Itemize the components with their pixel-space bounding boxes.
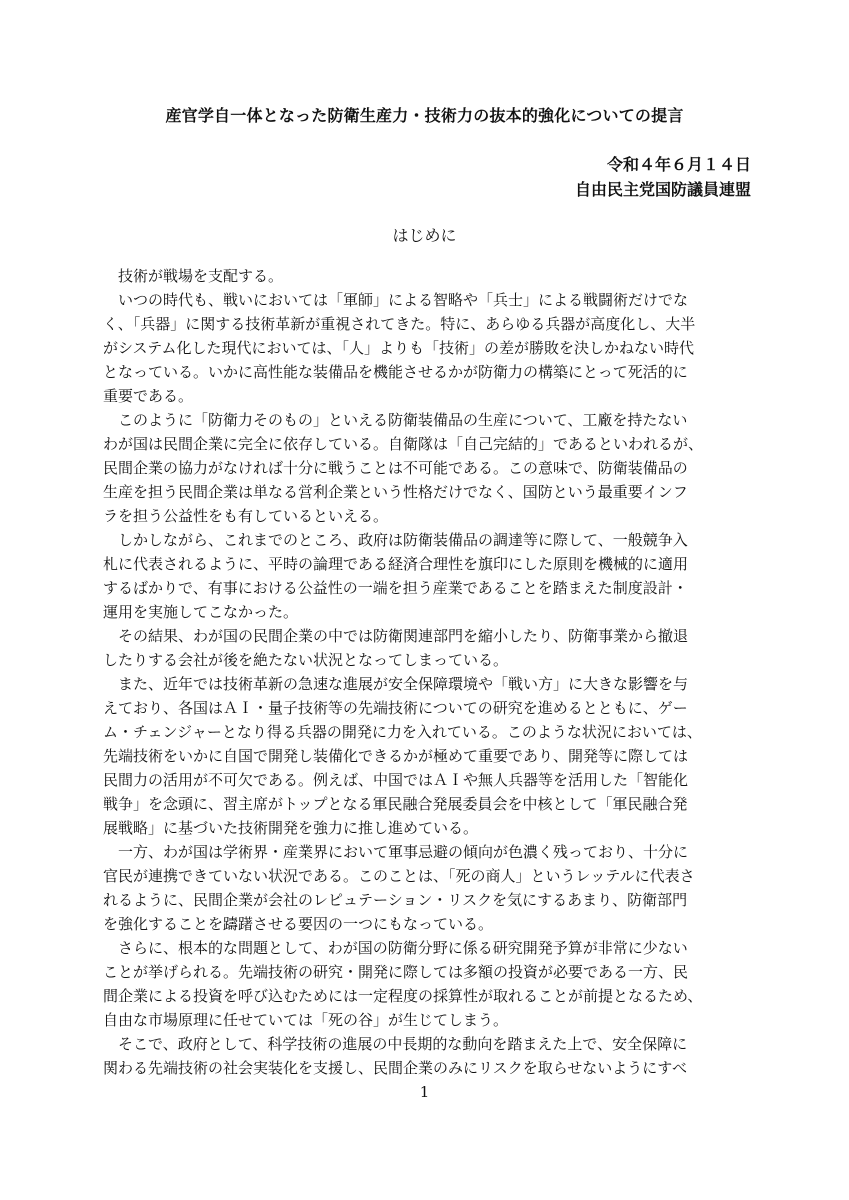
document-date: 令和４年６月１４日 — [606, 155, 751, 174]
body-line: えており、各国はＡＩ・量子技術等の先端技術についての研究を進めるとともに、ゲー — [103, 699, 688, 717]
body-text — [103, 264, 763, 1080]
body-line: れるように、民間企業が会社のレピュテーション・リスクを気にするあまり、防衛部門 — [103, 891, 688, 909]
page-number: 1 — [419, 1083, 430, 1101]
body-line: 民間企業の協力がなければ十分に戦うことは不可能である。この意味で、防衛装備品の — [103, 459, 688, 477]
body-line: このように「防衛力そのもの」といえる防衛装備品の生産について、工廠を持たない — [103, 411, 688, 429]
body-line: がシステム化した現代においては、「人」よりも「技術」の差が勝敗を決しかねない時代 — [103, 339, 695, 357]
body-line: そこで、政府として、科学技術の進展の中長期的な動向を踏まえた上で、安全保障に — [103, 1035, 688, 1053]
body-line: 展戦略」に基づいた技術開発を強力に推し進めている。 — [103, 819, 479, 837]
body-line: 官民が連携できていない状況である。このことは、「死の商人」というレッテルに代表さ — [103, 867, 695, 885]
body-line: を強化することを躊躇させる要因の一つにもなっている。 — [103, 915, 494, 933]
body-line: するばかりで、有事における公益性の一端を担う産業であることを踏まえた制度設計・ — [103, 579, 688, 597]
body-line: 間企業による投資を呼び込むためには一定程度の採算性が取れることが前提となるため、 — [103, 987, 703, 1005]
document-author: 自由民主党国防議員連盟 — [574, 180, 751, 199]
body-line: ことが挙げられる。先端技術の研究・開発に際しては多額の投資が必要である一方、民 — [103, 963, 689, 981]
body-line: ム・チェンジャーとなり得る兵器の開発に力を入れている。このような状況においては、 — [103, 723, 702, 741]
body-line: したりする会社が後を絶たない状況となってしまっている。 — [103, 651, 509, 669]
body-line: しかしながら、これまでのところ、政府は防衛装備品の調達等に際して、一般競争入 — [103, 531, 688, 549]
body-line: 戦争」を念頭に、習主席がトップとなる軍民融合発展委員会を中核として「軍民融合発 — [103, 795, 688, 813]
body-line: 技術が戦場を支配する。 — [103, 267, 284, 285]
body-line: 札に代表されるように、平時の論理である経済合理性を旗印にした原則を機械的に適用 — [103, 555, 689, 573]
body-line: わが国は民間企業に完全に依存している。自衛隊は「自己完結的」であるといわれるが、 — [103, 435, 704, 453]
body-line: となっている。いかに高性能な装備品を機能させるかが防衛力の構築にとって死活的に — [103, 363, 688, 381]
body-line: いつの時代も、戦いにおいては「軍師」による智略や「兵士」による戦闘術だけでな — [103, 291, 689, 309]
body-line: く、「兵器」に関する技術革新が重視されてきた。特に、あらゆる兵器が高度化し、大半 — [103, 315, 696, 333]
section-heading: はじめに — [392, 226, 457, 245]
body-line: その結果、わが国の民間企業の中では防衛関連部門を縮小したり、防衛事業から撤退 — [103, 627, 689, 645]
body-line: 運用を実施してこなかった。 — [103, 603, 299, 621]
body-line: また、近年では技術革新の急速な進展が安全保障環境や「戦い方」に大きな影響を与 — [103, 675, 689, 693]
body-line: さらに、根本的な問題として、わが国の防衛分野に係る研究開発予算が非常に少ない — [103, 939, 688, 957]
body-line: 生産を担う民間企業は単なる営利企業という性格だけでなく、国防という最重要インフ — [103, 483, 688, 501]
body-line: 一方、わが国は学術界・産業界において軍事忌避の傾向が色濃く残っており、十分に — [103, 843, 689, 861]
body-line: 民間力の活用が不可欠である。例えば、中国ではＡＩや無人兵器等を活用した「智能化 — [103, 771, 689, 789]
document-meta — [575, 152, 751, 202]
body-line: ラを担う公益性をも有しているといえる。 — [103, 507, 389, 525]
body-line: 先端技術をいかに自国で開発し装備化できるかが極めて重要であり、開発等に際しては — [103, 747, 689, 765]
body-line: 自由な市場原理に任せていては「死の谷」が生じてしまう。 — [103, 1011, 509, 1029]
document-title: 産官学自一体となった防衛生産力・技術力の抜本的強化についての提言 — [165, 106, 684, 125]
body-line: 関わる先端技術の社会実装化を支援し、民間企業のみにリスクを取らせないようにすべ — [103, 1059, 687, 1077]
body-line: 重要である。 — [103, 387, 194, 405]
